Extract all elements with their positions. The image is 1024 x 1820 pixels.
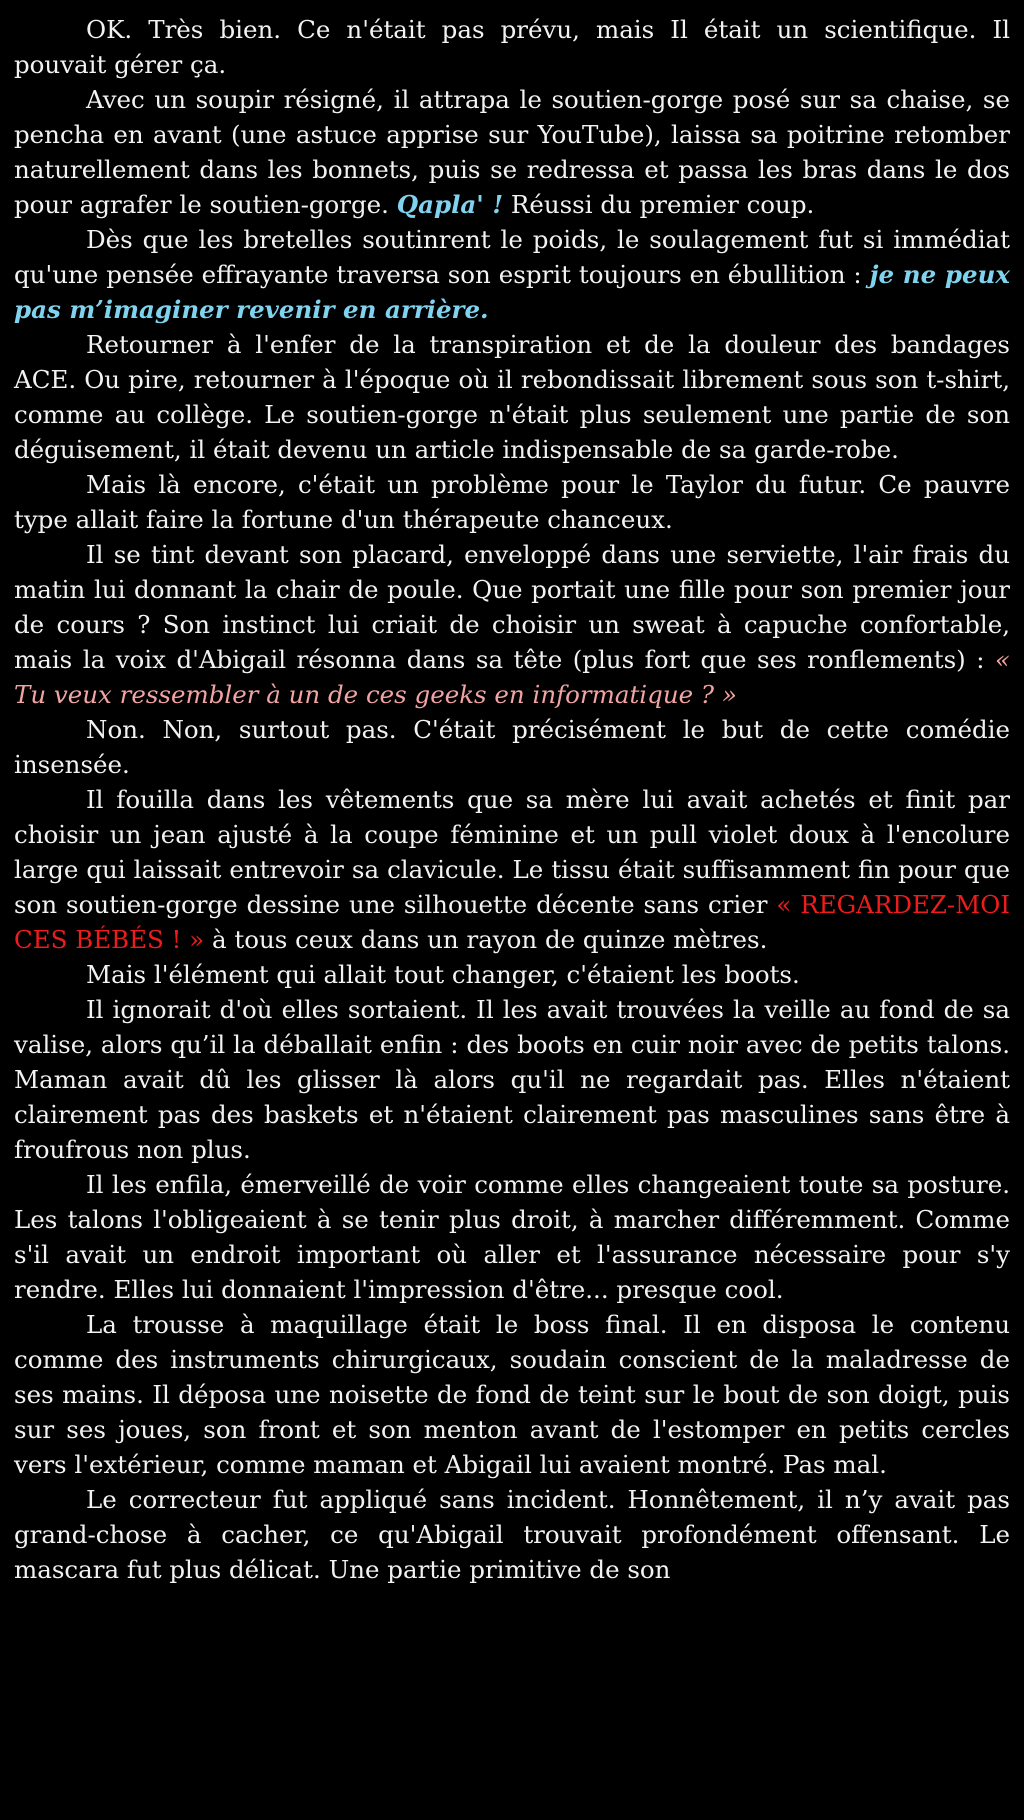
paragraph-10-text: Il ignorait d'où elles sortaient. Il les avait trouvées la veille au fond de sa valise, alors qu’il la déballait enfin : des boots en cuir noir avec de petits talons. Maman avait dû les glisser là alors qu'il ne regardait pas. Elles n'étaient clairement pas des baskets et n'étaient clairement pas masculines sans être à froufrous non plus.: [14, 995, 1010, 1164]
inner-thought: je ne peux pas m’imaginer revenir en arrière.: [14, 260, 1010, 324]
paragraph-8: [14, 782, 1010, 957]
paragraph-13: [14, 1482, 1010, 1587]
paragraph-7: [14, 712, 1010, 782]
paragraph-4-text: Retourner à l'enfer de la transpiration et de la douleur des bandages ACE. Ou pire, retourner à l'époque où il rebondissait librement sous son t-shirt, comme au collège. Le soutien-gorge n'était plus seulement une partie de son déguisement, il était devenu un article indispensable de sa garde-robe.: [14, 330, 1010, 464]
paragraph-3: [14, 222, 1010, 327]
paragraph-2: [14, 82, 1010, 222]
paragraph-11-text: Il les enfila, émerveillé de voir comme elles changeaient toute sa posture. Les talons l'obligeaient à se tenir plus droit, à marcher différemment. Comme s'il avait un endroit important où aller et l'assurance nécessaire pour s'y rendre. Elles lui donnaient l'impression d'être... presque cool.: [14, 1170, 1010, 1304]
paragraph-11: [14, 1167, 1010, 1307]
paragraph-9: [14, 957, 1010, 992]
shout-quote: « REGARDEZ-MOI CES BÉBÉS ! »: [14, 890, 1011, 954]
paragraph-8-text-end: à tous ceux dans un rayon de quinze mètres.: [204, 925, 768, 954]
paragraph-8-text: Il fouilla dans les vêtements que sa mère lui avait achetés et finit par choisir un jean ajusté à la coupe féminine et un pull violet doux à l'encolure large qui laissait entrevoir sa clavicule. Le tissu était suffisamment fin pour que son soutien-gorge dessine une silhouette décente sans crier: [14, 785, 1010, 919]
paragraph-3-text: Dès que les bretelles soutinrent le poids, le soulagement fut si immédiat qu'une pensée effrayante traversa son esprit toujours en ébullition :: [14, 225, 1010, 289]
paragraph-6-text: Il se tint devant son placard, enveloppé dans une serviette, l'air frais du matin lui donnant la chair de poule. Que portait une fille pour son premier jour de cours ? Son instinct lui criait de choisir un sweat à capuche confortable, mais la voix d'Abigail résonna dans sa tête (plus fort que ses ronflements) :: [14, 540, 1010, 674]
paragraph-1: [14, 12, 1010, 82]
paragraph-4: [14, 327, 1010, 467]
paragraph-5-text: Mais là encore, c'était un problème pour le Taylor du futur. Ce pauvre type allait faire la fortune d'un thérapeute chanceux.: [14, 470, 1010, 534]
abigail-quote: « Tu veux ressembler à un de ces geeks en informatique ? »: [14, 645, 1010, 709]
paragraph-6: [14, 537, 1010, 712]
paragraph-1-text: OK. Très bien. Ce n'était pas prévu, mais Il était un scientifique. Il pouvait gérer ça.: [14, 15, 1010, 79]
paragraph-10: [14, 992, 1010, 1167]
paragraph-2-text: Avec un soupir résigné, il attrapa le soutien-gorge posé sur sa chaise, se pencha en avant (une astuce apprise sur YouTube), laissa sa poitrine retomber naturellement dans les bonnets, puis se redressa et passa les bras dans le dos pour agrafer le soutien-gorge.: [14, 85, 1010, 219]
paragraph-12-text: La trousse à maquillage était le boss final. Il en disposa le contenu comme des instruments chirurgicaux, soudain conscient de la maladresse de ses mains. Il déposa une noisette de fond de teint sur le bout de son doigt, puis sur ses joues, son front et son menton avant de l'estomper en petits cercles vers l'extérieur, comme maman et Abigail lui avaient montré. Pas mal.: [14, 1310, 1010, 1479]
paragraph-2-text-end: Réussi du premier coup.: [503, 190, 815, 219]
paragraph-7-text: Non. Non, surtout pas. C'était précisément le but de cette comédie insensée.: [14, 715, 1010, 779]
paragraph-9-text: Mais l'élément qui allait tout changer, c'étaient les boots.: [86, 960, 800, 989]
paragraph-13-text: Le correcteur fut appliqué sans incident. Honnêtement, il n’y avait pas grand-chose à cacher, ce qu'Abigail trouvait profondément offensant. Le mascara fut plus délicat. Une partie primitive de son: [14, 1485, 1010, 1584]
paragraph-5: [14, 467, 1010, 537]
paragraph-12: [14, 1307, 1010, 1482]
klingon-exclamation: Qapla' !: [396, 190, 504, 219]
